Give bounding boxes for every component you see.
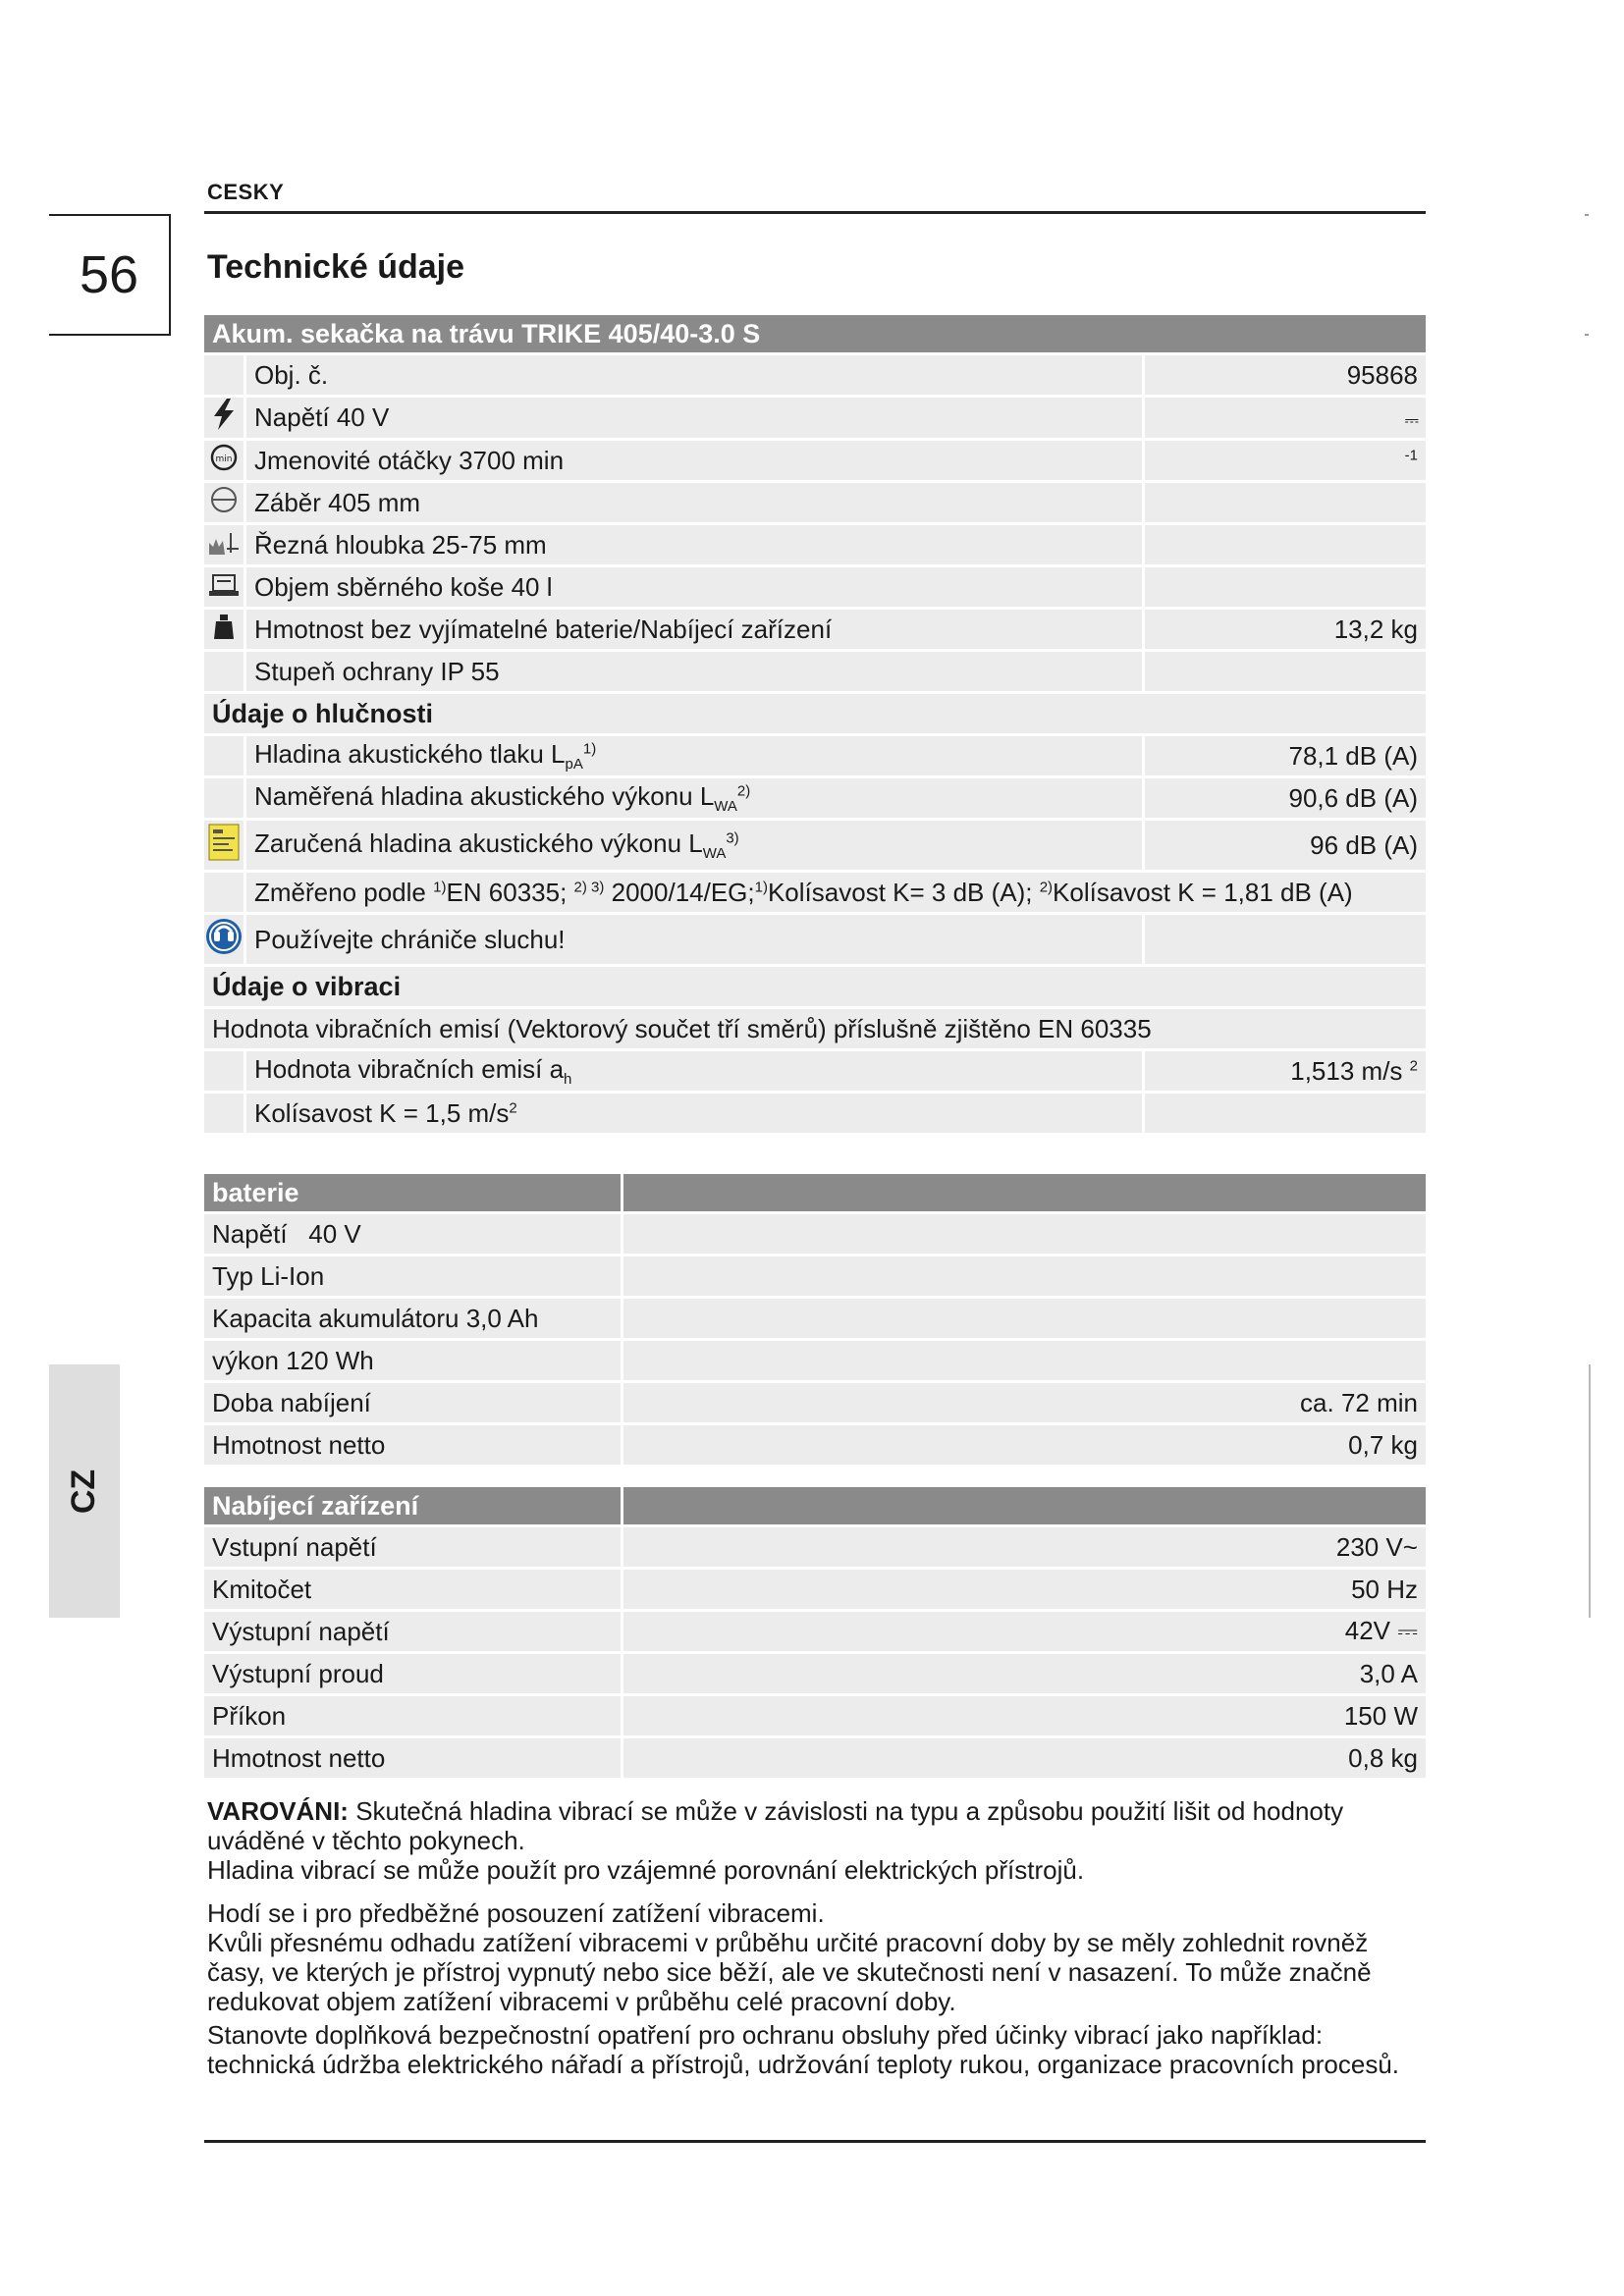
weight-icon [209, 612, 239, 641]
measured-note: Změřeno podle $^{1)}$EN 60335; $^{2) 3)}$ 2000/14/EG;$^{1)}$Kolísavost K= 3 dB (A); $^{2)}$Kolísavost K = 1,81 dB (A) [244, 873, 1426, 912]
table-row [204, 1009, 1426, 1048]
table-row [204, 1299, 1426, 1338]
row-label: Výstupní napětí [204, 1612, 621, 1651]
vibration-label: Hodnota vibračních emisí a [254, 1053, 565, 1084]
vibration-heading: Údaje o vibraci [204, 967, 1426, 1006]
table-row [204, 525, 1426, 564]
table-row [204, 1738, 1426, 1778]
table-row [204, 1094, 1426, 1133]
lpa-footnote: 1) [582, 740, 597, 758]
row-label: Jmenovité otáčky 3700 min [244, 441, 1142, 480]
row-label: Záběr 405 mm [244, 483, 1142, 522]
table-row [204, 1570, 1426, 1609]
row-value: 230 V~ [621, 1527, 1426, 1567]
row-label: výkon 120 Wh [204, 1341, 621, 1380]
table-row [204, 1696, 1426, 1735]
row-label: Příkon [204, 1696, 621, 1735]
table-row [204, 441, 1426, 480]
footer-rule [204, 2140, 1426, 2143]
vibration-k-exponent: 2 [509, 1098, 517, 1116]
lpa-subscript: pA [565, 756, 583, 774]
table-row [204, 1383, 1426, 1422]
empty-icon-cell [204, 355, 244, 395]
table-row [204, 652, 1426, 691]
row-label: Výstupní proud [204, 1654, 621, 1693]
language-side-tab [49, 1364, 120, 1618]
mower-heading: Akum. sekačka na trávu TRIKE 405/40-3.0 S [204, 315, 1426, 352]
dc-symbol: ⎓ [1404, 410, 1418, 430]
empty-icon-cell [204, 736, 244, 775]
warning-text: Skutečná hladina vibrací se může v závislosti na typu a způsobu použití lišit od hodnoty uváděné v těchto pokynech. [207, 1796, 1344, 1855]
lwa-guaranteed-footnote: 3) [726, 829, 739, 847]
row-value [1142, 567, 1426, 607]
warning-label: VAROVÁNI: [207, 1796, 349, 1826]
table-header-row [204, 1487, 1426, 1524]
vibration-value: 1,513 m/s [1290, 1055, 1403, 1086]
row-label: Objem sběrného koše 40 l [244, 567, 1142, 607]
battery-spec-table [204, 1171, 1426, 1468]
vibration-k-label: Kolísavost K = 1,5 m/s [254, 1097, 510, 1128]
lwa-measured-subscript: WA [714, 798, 737, 816]
row-label: Napětí 40 V [244, 398, 1142, 438]
row-value [621, 1256, 1426, 1296]
table-row [204, 915, 1426, 964]
cutting-height-icon [207, 527, 241, 557]
notes-block [207, 1796, 1425, 2093]
row-value [1142, 915, 1426, 964]
empty-icon-cell [204, 1094, 244, 1133]
lwa-guaranteed-subscript: WA [702, 845, 727, 863]
table-row [204, 1425, 1426, 1465]
edge-mark [1589, 1364, 1591, 1618]
lwa-measured-label: Naměřená hladina akustického výkonu L [254, 780, 715, 811]
row-value-superscript: -1 [1404, 446, 1418, 463]
note-paragraph: Stanovte doplňková bezpečnostní opatření pro ochranu obsluhy před účinky vibrací jako například: technická údržba elektrického nářadí a přístrojů, udržování teploty rukou, organizace pracovních procesů. [207, 2020, 1400, 2079]
empty-icon-cell [204, 778, 244, 818]
table-row [204, 1341, 1426, 1380]
row-label: Hmotnost bez vyjímatelné baterie/Nabíjecí zařízení [244, 610, 1142, 649]
table-row [204, 567, 1426, 607]
row-value [1142, 652, 1426, 691]
row-value: 42V ⎓ [621, 1612, 1426, 1651]
row-label: Vstupní napětí [204, 1527, 621, 1567]
table-row [204, 1654, 1426, 1693]
row-value: 0,7 kg [621, 1425, 1426, 1465]
row-value: ca. 72 min [621, 1383, 1426, 1422]
row-value [621, 1214, 1426, 1254]
note-paragraph: Kvůli přesnému odhadu zatížení vibracemi v průběhu určité pracovní doby by se měly zohlednit rovněž časy, ve kterých je přístroj vypnutý nebo sice běží, ale ve skutečnosti není v nasazení. To může značně redukovat objem zatížení vibracemi v průběhu celé pracovní doby. [207, 1928, 1372, 2016]
vibration-unit-exponent: 2 [1409, 1056, 1418, 1074]
row-value: 95868 [1142, 355, 1426, 395]
row-label: Typ Li-Ion [204, 1256, 621, 1296]
lwa-guaranteed-label: Zaručená hladina akustického výkonu L [254, 828, 703, 858]
vibration-subscript: h [564, 1071, 572, 1089]
row-label: Kapacita akumulátoru 3,0 Ah [204, 1299, 621, 1338]
header-rule [204, 211, 1426, 214]
ear-protection-text: Používejte chrániče sluchu! [244, 915, 1142, 964]
noise-heading: Údaje o hlučnosti [204, 694, 1426, 733]
table-row [204, 778, 1426, 818]
edge-mark [1585, 214, 1589, 216]
empty-icon-cell [204, 1051, 244, 1091]
row-value: 150 W [621, 1696, 1426, 1735]
table-row [204, 1527, 1426, 1567]
table-row [204, 736, 1426, 775]
svg-text:min: min [215, 454, 233, 464]
table-row [204, 610, 1426, 649]
cutting-width-icon [209, 485, 239, 514]
row-value: 0,8 kg [621, 1738, 1426, 1778]
warning-paragraph [207, 1796, 1425, 1885]
rpm-icon [209, 443, 239, 472]
table-row [204, 1612, 1426, 1651]
row-label: Obj. č. [244, 355, 1142, 395]
table-row [204, 355, 1426, 395]
warning-text-2: Hladina vibrací se může použít pro vzájemné porovnání elektrických přístrojů. [207, 1855, 1085, 1885]
row-value [621, 1299, 1426, 1338]
lpa-label: Hladina akustického tlaku L [254, 738, 566, 769]
row-value [1142, 525, 1426, 564]
edge-mark [1585, 334, 1589, 336]
row-label: Stupeň ochrany IP 55 [244, 652, 1142, 691]
lwa-measured-footnote: 2) [736, 782, 751, 800]
row-label: Doba nabíjení [204, 1383, 621, 1422]
section-row [204, 967, 1426, 1006]
lwa-guaranteed-value: 96 dB (A) [1142, 821, 1426, 870]
section-row [204, 694, 1426, 733]
empty-icon-cell [204, 652, 244, 691]
table-row [204, 821, 1426, 870]
lightning-icon [209, 398, 239, 431]
row-label: Řezná hloubka 25-75 mm [244, 525, 1142, 564]
grass-bag-icon [207, 569, 241, 599]
table-row [204, 873, 1426, 912]
row-value [621, 1341, 1426, 1380]
row-value: 3,0 A [621, 1654, 1426, 1693]
table-row [204, 1256, 1426, 1296]
language-label: CESKY [207, 180, 285, 204]
noise-label-icon [208, 824, 240, 861]
page-number: 56 [49, 214, 171, 336]
row-value: 50 Hz [621, 1570, 1426, 1609]
table-header-row [204, 315, 1426, 352]
table-row [204, 483, 1426, 522]
row-label: Hmotnost netto [204, 1425, 621, 1465]
side-tab-label: CZ [65, 1468, 103, 1514]
lpa-value: 78,1 dB (A) [1142, 736, 1426, 775]
vibration-intro: Hodnota vibračních emisí (Vektorový součet tří směrů) příslušně zjištěno EN 60335 [204, 1009, 1426, 1048]
row-label: Hmotnost netto [204, 1738, 621, 1778]
lwa-measured-value: 90,6 dB (A) [1142, 778, 1426, 818]
row-label: Kmitočet [204, 1570, 621, 1609]
page-title: Technické údaje [207, 248, 465, 286]
table-row [204, 1051, 1426, 1091]
row-value [1142, 483, 1426, 522]
mower-spec-table [204, 312, 1426, 1136]
table-row [204, 1214, 1426, 1254]
charger-heading: Nabíjecí zařízení [204, 1487, 621, 1524]
row-value: 13,2 kg [1142, 610, 1426, 649]
charger-spec-table [204, 1484, 1426, 1781]
note-paragraph: Hodí se i pro předběžné posouzení zatížení vibracemi. [207, 1898, 825, 1928]
battery-heading: baterie [204, 1174, 621, 1211]
row-label: Napětí 40 V [204, 1214, 621, 1254]
ear-protection-icon [205, 918, 243, 955]
row-value [1142, 1094, 1426, 1133]
table-header-row [204, 1174, 1426, 1211]
empty-icon-cell [204, 873, 244, 912]
table-row [204, 398, 1426, 438]
